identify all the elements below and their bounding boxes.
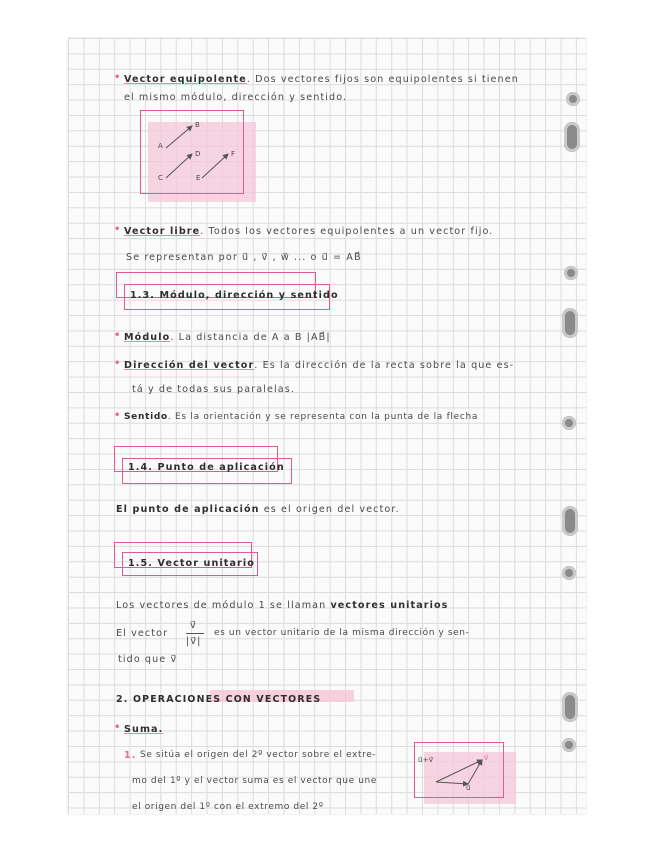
definition-line: el mismo módulo, dirección y sentido. (124, 92, 348, 103)
definition-line: Sentido. Es la orientación y se representa con la punta de la flecha (124, 412, 479, 422)
definition-line: Se representan por u⃗ , v⃗ , w⃗ ... o u⃗ = AB⃗ (126, 252, 362, 263)
definition-line: el origen del 1º con el extremo del 2º (132, 802, 324, 812)
definition-line: Vector libre. Todos los vectores equipolentes a un vector fijo. (124, 226, 494, 237)
bullet: • (114, 722, 121, 733)
definition-line: Los vectores de módulo 1 se llaman vectores unitarios (116, 600, 449, 611)
fraction-bar (186, 633, 204, 634)
diagram-label: u⃗ (466, 784, 472, 792)
binder-hole (562, 506, 578, 536)
diagram-label: u⃗+v⃗ (418, 756, 434, 764)
bullet: • (114, 410, 121, 421)
binder-hole (564, 266, 578, 280)
vector-sum-diagram (414, 742, 502, 796)
fraction-numerator: v⃗ (190, 620, 197, 631)
binder-hole (562, 566, 576, 580)
binder-hole (562, 308, 578, 338)
equipolent-vectors-diagram (140, 110, 242, 192)
heading-1-5: 1.5. Vector unitario (128, 558, 255, 569)
term-vector-equipolente: Vector equipolente (124, 74, 247, 85)
point-label: E (196, 174, 202, 182)
point-label: B (195, 121, 201, 129)
point-label: A (158, 142, 164, 150)
definition-line: Módulo. La distancia de A a B |AB⃗| (124, 332, 331, 343)
term-direccion: Dirección del vector (124, 360, 255, 371)
definition-line: mo del 1º y el vector suma es el vector que une (132, 776, 377, 786)
point-label: D (195, 150, 202, 158)
term-vectores-unitarios: vectores unitarios (330, 600, 449, 611)
binder-hole (562, 692, 578, 722)
term-modulo: Módulo (124, 332, 171, 343)
term-vector-libre: Vector libre (124, 226, 201, 237)
definition-line: Se sitúa el origen del 2º vector sobre el extre- (140, 750, 377, 760)
heading-1-4: 1.4. Punto de aplicación (128, 462, 285, 473)
term-sentido: Sentido (124, 412, 168, 422)
binder-hole (562, 416, 576, 430)
binder-hole (562, 738, 576, 752)
bullet: • (114, 358, 121, 369)
definition-line: El punto de aplicación es el origen del vector. (116, 504, 400, 515)
heading-2: 2. OPERACIONES CON VECTORES (116, 694, 322, 705)
term-punto-aplicacion: El punto de aplicación (116, 504, 260, 515)
definition-line: tido que v⃗ (118, 654, 178, 665)
step-number: 1. (124, 750, 137, 761)
definition-line: El vector (116, 628, 169, 639)
term-suma: Suma. (124, 724, 164, 735)
bullet: • (114, 72, 121, 83)
definition-line: tá y de todas sus paralelas. (132, 384, 295, 395)
point-label: F (231, 150, 237, 158)
diagram-label: v⃗ (484, 754, 490, 762)
definition-line: Dirección del vector. Es la dirección de la recta sobre la que es- (124, 360, 515, 371)
heading-1-3: 1.3. Módulo, dirección y sentido (130, 290, 339, 301)
definition-line: Vector equipolente. Dos vectores fijos son equipolentes si tienen (124, 74, 519, 85)
bullet: • (114, 330, 121, 341)
fraction-denominator: |v⃗| (186, 636, 202, 647)
binder-hole (566, 92, 580, 106)
point-label: C (158, 174, 164, 182)
definition-line: es un vector unitario de la misma dirección y sen- (214, 628, 470, 638)
bullet: • (114, 224, 121, 235)
binder-hole (564, 122, 580, 152)
